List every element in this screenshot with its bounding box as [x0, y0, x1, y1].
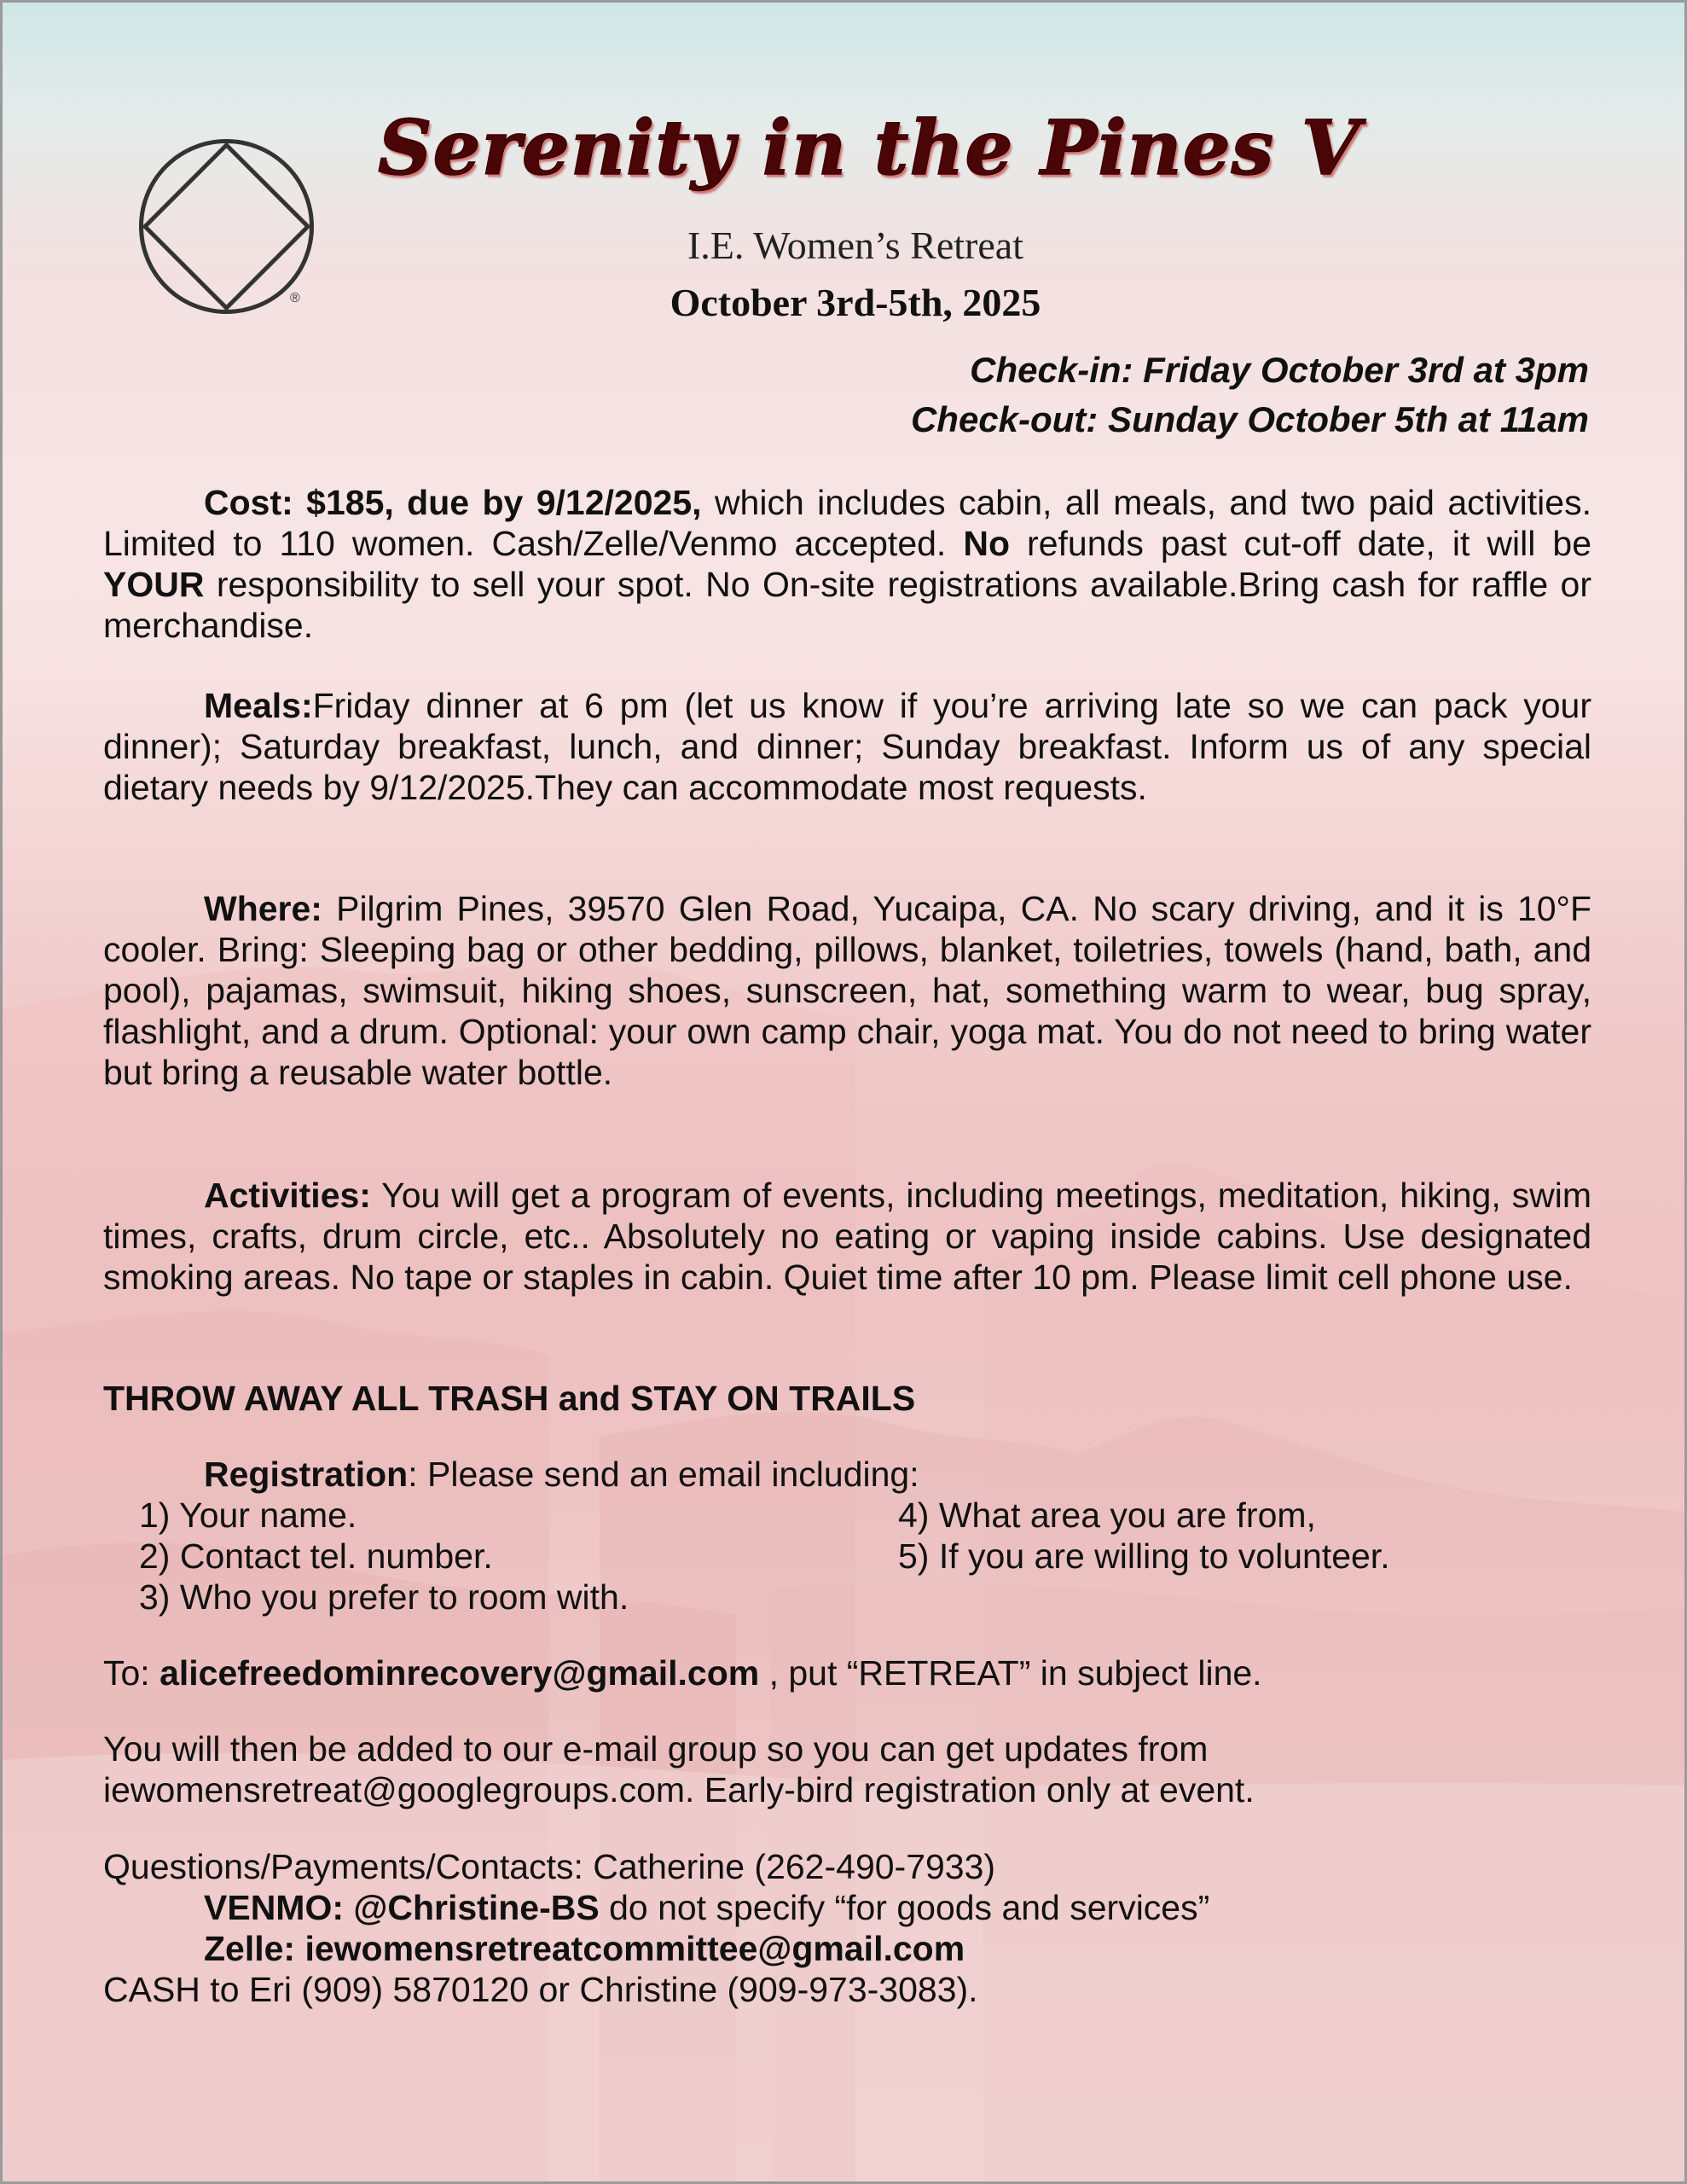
venmo-line: [204, 1887, 1209, 1928]
cost-text-3: responsibility to sell your spot. No On-site registrations available.Bring cash for raffle or merchandise.: [103, 565, 1591, 645]
cost-your: YOUR: [103, 565, 205, 604]
check-out-line: Check-out: Sunday October 5th at 11am: [910, 399, 1589, 439]
list-item: 4) What area you are from,: [898, 1496, 1316, 1535]
registration-heading: [204, 1454, 919, 1495]
list-item: 5) If you are willing to volunteer.: [898, 1536, 1390, 1576]
meals-section: [103, 685, 1591, 808]
registration-label: Registration: [204, 1455, 409, 1494]
venmo-label: VENMO: @Christine-BS: [204, 1888, 600, 1927]
email-instructions: [103, 1653, 1604, 1693]
list-item: 1) Your name.: [139, 1496, 357, 1535]
activities-text: You will get a program of events, including meetings, meditation, hiking, swim times, crafts, drum circle, etc.. Absolutely no eating or vaping inside cabins. Use designated smoking areas. No tape or staples in cabin. Quiet time after 10 pm. Please limit cell phone use.: [103, 1176, 1591, 1297]
event-dates: October 3rd-5th, 2025: [670, 281, 1041, 324]
flyer-content: [3, 3, 1687, 2184]
venmo-text: do not specify “for goods and services”: [599, 1888, 1210, 1927]
contact-email-link[interactable]: alicefreedominrecovery@gmail.com: [159, 1653, 760, 1693]
registration-text: : Please send an email including:: [408, 1455, 919, 1494]
event-subtitle: I.E. Women’s Retreat: [687, 224, 1023, 267]
check-in-line: Check-in: Friday October 3rd at 3pm: [970, 350, 1589, 390]
activities-section: [103, 1175, 1591, 1298]
cost-section: [103, 482, 1591, 646]
email-suffix: , put “RETREAT” in subject line.: [759, 1653, 1262, 1693]
registered-mark: ®: [290, 291, 300, 305]
group-line-2: iewomensretreat@googlegroups.com. Early-bird registration only at event.: [103, 1770, 1255, 1809]
where-section: [103, 888, 1591, 1093]
meals-text: Friday dinner at 6 pm (let us know if you’re arriving late so we can pack your dinner); Saturday breakfast, lunch, and dinner; Sunday breakfast. Inform us of any special dietary needs by 9/12/2025.They can accommodate most requests.: [103, 686, 1591, 807]
email-prefix: To:: [103, 1653, 160, 1693]
activities-label: Activities:: [204, 1176, 371, 1215]
where-label: Where:: [204, 889, 322, 928]
meals-label: Meals:: [204, 686, 313, 725]
zelle-line: [204, 1928, 965, 1969]
where-text: Pilgrim Pines, 39570 Glen Road, Yucaipa, CA. No scary driving, and it is 10°F cooler. Bring: Sleeping bag or other bedding, pillows, blanket, toiletries, towels (hand, bath, and pool), pajamas, swimsuit, hiking shoes, sunscreen, hat, something warm to wear, bug spray, flashlight, and a drum. Optional: your own camp chair, yoga mat. You do not need to bring water but bring a reusable water bottle.: [103, 889, 1591, 1092]
cost-no: No: [963, 524, 1011, 563]
cost-text-2: refunds past cut-off date, it will be: [1010, 524, 1591, 563]
list-item: 2) Contact tel. number.: [139, 1536, 493, 1576]
check-times: [911, 346, 1589, 444]
cost-label: Cost: $185, due by 9/12/2025,: [204, 483, 702, 522]
trash-notice: THROW AWAY ALL TRASH and STAY ON TRAILS: [103, 1379, 916, 1418]
cost-text-1: which includes cabin, all meals, and two paid activities. Limited to 110 women. Cash/Zelle/Venmo accepted.: [103, 483, 1591, 563]
zelle-label: Zelle: iewomensretreatcommittee@gmail.com: [204, 1929, 965, 1968]
group-line-1: You will then be added to our e-mail group so you can get updates from: [103, 1729, 1209, 1769]
questions-line: Questions/Payments/Contacts: Catherine (262-490-7933): [103, 1847, 996, 1886]
list-item: 3) Who you prefer to room with.: [139, 1577, 629, 1617]
cash-line: CASH to Eri (909) 5870120 or Christine (909-973-3083).: [103, 1970, 978, 2009]
page-title: Serenity in the Pines V: [378, 103, 1361, 192]
